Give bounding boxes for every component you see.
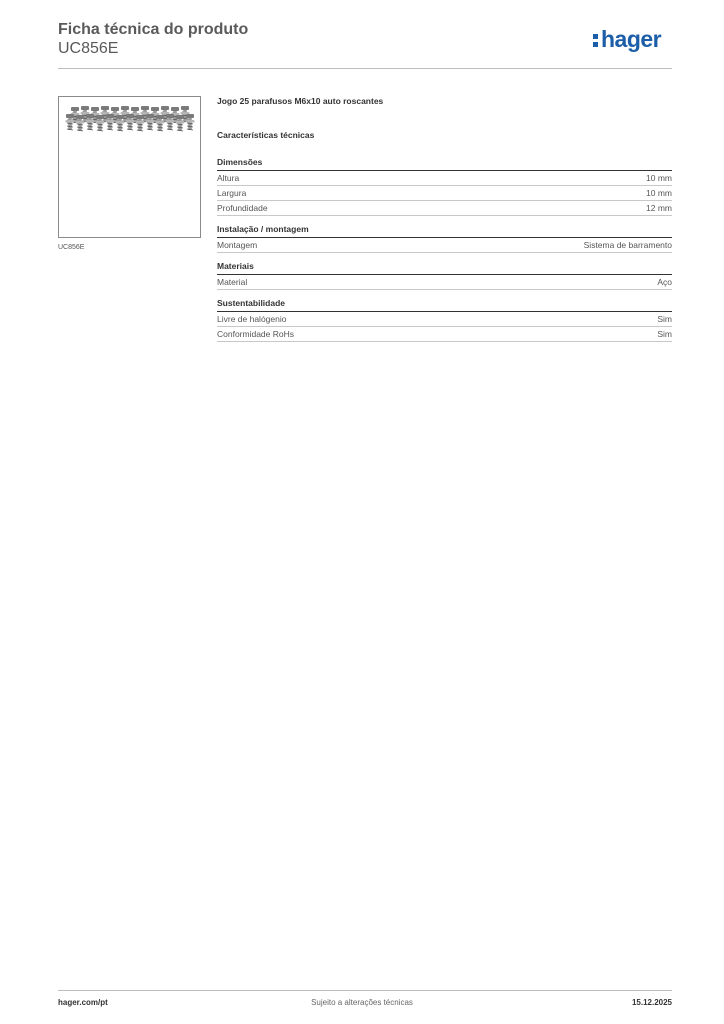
spec-value: 10 mm	[646, 188, 672, 198]
spec-group-materials	[217, 261, 672, 290]
group-title: Sustentabilidade	[217, 298, 672, 312]
footer-date: 15.12.2025	[631, 998, 672, 1007]
spec-value: Sim	[657, 329, 672, 339]
header-divider	[58, 68, 672, 69]
logo-text: hager	[601, 26, 662, 52]
group-title: Materiais	[217, 261, 672, 275]
spec-row	[217, 312, 672, 327]
page-title: Ficha técnica do produto	[58, 21, 249, 38]
characteristics-heading: Características técnicas	[217, 130, 315, 140]
hager-logo[interactable]	[593, 28, 661, 51]
footer-notice: Sujeito a alterações técnicas	[311, 998, 413, 1007]
spec-group-sustainability	[217, 298, 672, 342]
product-code: UC856E	[58, 40, 119, 57]
spec-value: Sistema de barramento	[583, 240, 672, 250]
spec-row	[217, 327, 672, 342]
spec-label: Montagem	[217, 240, 258, 250]
spec-label: Profundidade	[217, 203, 268, 213]
spec-row	[217, 238, 672, 253]
spec-value: Aço	[657, 277, 672, 287]
product-description: Jogo 25 parafusos M6x10 auto roscantes	[217, 96, 384, 106]
spec-value: Sim	[657, 314, 672, 324]
spec-row	[217, 171, 672, 186]
footer-divider	[58, 990, 672, 991]
group-title: Instalação / montagem	[217, 224, 672, 238]
spec-label: Material	[217, 277, 248, 287]
image-caption: UC856E	[58, 244, 85, 251]
spec-label: Conformidade RoHs	[217, 329, 295, 339]
spec-row	[217, 275, 672, 290]
product-image	[58, 96, 201, 238]
spec-row	[217, 201, 672, 216]
spec-group-installation	[217, 224, 672, 253]
group-title: Dimensões	[217, 157, 672, 171]
spec-value: 10 mm	[646, 173, 672, 183]
logo-dots-icon	[593, 31, 599, 48]
spec-label: Altura	[217, 173, 240, 183]
spec-column	[217, 96, 672, 350]
spec-group-dimensions	[217, 157, 672, 216]
screws-image-icon	[63, 105, 198, 145]
spec-row	[217, 186, 672, 201]
spec-label: Livre de halógenio	[217, 314, 287, 324]
spec-label: Largura	[217, 188, 247, 198]
spec-value: 12 mm	[646, 203, 672, 213]
footer-website-link[interactable]: hager.com/pt	[58, 998, 108, 1007]
